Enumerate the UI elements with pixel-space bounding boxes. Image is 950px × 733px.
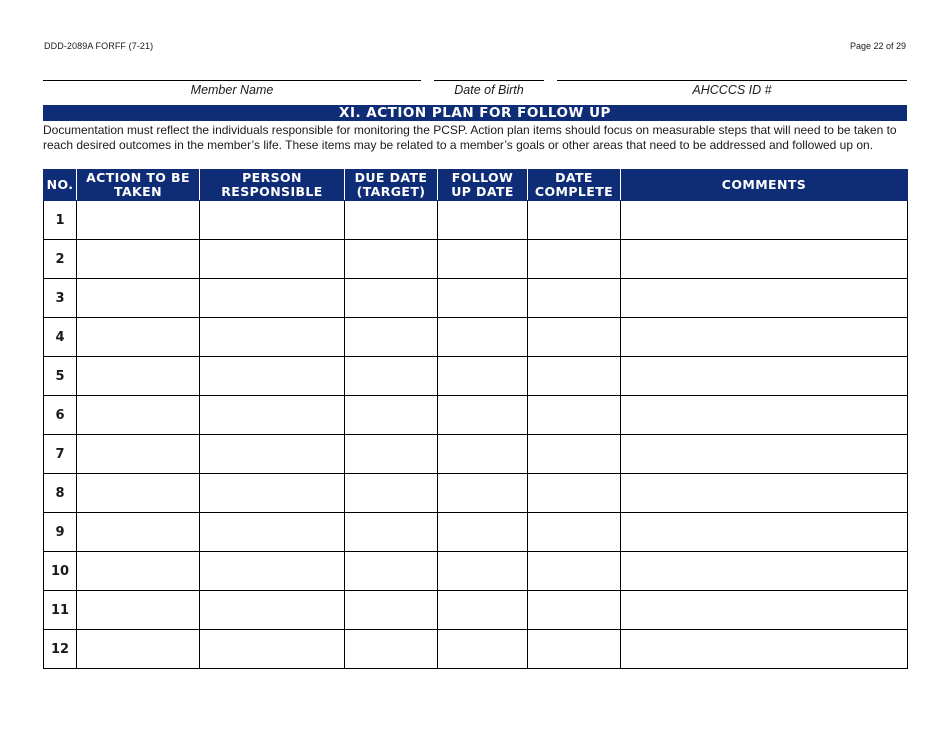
header-date-complete: DATE COMPLETE: [528, 170, 621, 201]
follow-up-date-cell[interactable]: [438, 279, 528, 318]
action-cell[interactable]: [77, 513, 200, 552]
table-row: [44, 552, 908, 591]
due-date-cell[interactable]: [345, 513, 438, 552]
follow-up-date-cell[interactable]: [438, 240, 528, 279]
date-complete-cell[interactable]: [528, 513, 621, 552]
header-follow-up-date: FOLLOW UP DATE: [438, 170, 528, 201]
table-row: [44, 591, 908, 630]
date-complete-cell[interactable]: [528, 396, 621, 435]
comments-cell[interactable]: [621, 357, 908, 396]
row-number: 12: [44, 630, 77, 669]
header-comments: COMMENTS: [621, 170, 908, 201]
comments-cell[interactable]: [621, 552, 908, 591]
person-responsible-cell[interactable]: [200, 396, 345, 435]
action-cell[interactable]: [77, 435, 200, 474]
person-responsible-cell[interactable]: [200, 240, 345, 279]
due-date-cell[interactable]: [345, 474, 438, 513]
date-complete-cell[interactable]: [528, 240, 621, 279]
person-responsible-cell[interactable]: [200, 201, 345, 240]
member-name-field[interactable]: [43, 80, 421, 101]
due-date-cell[interactable]: [345, 240, 438, 279]
action-plan-table: [43, 169, 908, 669]
row-number: 8: [44, 474, 77, 513]
date-of-birth-label: Date of Birth: [454, 83, 524, 97]
section-title: XI. ACTION PLAN FOR FOLLOW UP: [43, 105, 907, 121]
due-date-cell[interactable]: [345, 435, 438, 474]
table-row: [44, 513, 908, 552]
table-row: [44, 357, 908, 396]
comments-cell[interactable]: [621, 240, 908, 279]
comments-cell[interactable]: [621, 591, 908, 630]
comments-cell[interactable]: [621, 435, 908, 474]
follow-up-date-cell[interactable]: [438, 357, 528, 396]
member-identification-fields: [43, 80, 907, 102]
section-instructions: Documentation must reflect the individuals responsible for monitoring the PCSP. Action plan items should focus on measurable steps that will need to be taken to reach desired outcomes in the member’s life. These items may be related to a member’s goals or other areas that need to be addressed and followed up on.: [43, 123, 897, 152]
date-complete-cell[interactable]: [528, 201, 621, 240]
row-number: 4: [44, 318, 77, 357]
comments-cell[interactable]: [621, 396, 908, 435]
ahcccs-id-field[interactable]: [557, 80, 907, 101]
action-cell[interactable]: [77, 396, 200, 435]
person-responsible-cell[interactable]: [200, 630, 345, 669]
row-number: 6: [44, 396, 77, 435]
action-cell[interactable]: [77, 279, 200, 318]
due-date-cell[interactable]: [345, 318, 438, 357]
comments-cell[interactable]: [621, 630, 908, 669]
due-date-cell[interactable]: [345, 357, 438, 396]
follow-up-date-cell[interactable]: [438, 201, 528, 240]
action-cell[interactable]: [77, 591, 200, 630]
comments-cell[interactable]: [621, 201, 908, 240]
table-header-row: [44, 170, 908, 201]
date-complete-cell[interactable]: [528, 591, 621, 630]
follow-up-date-cell[interactable]: [438, 552, 528, 591]
action-cell[interactable]: [77, 630, 200, 669]
date-complete-cell[interactable]: [528, 357, 621, 396]
form-code: DDD-2089A FORFF (7-21): [44, 41, 154, 51]
date-complete-cell[interactable]: [528, 435, 621, 474]
comments-cell[interactable]: [621, 279, 908, 318]
comments-cell[interactable]: [621, 474, 908, 513]
due-date-cell[interactable]: [345, 396, 438, 435]
date-complete-cell[interactable]: [528, 474, 621, 513]
due-date-cell[interactable]: [345, 630, 438, 669]
table-row: [44, 630, 908, 669]
person-responsible-cell[interactable]: [200, 357, 345, 396]
follow-up-date-cell[interactable]: [438, 435, 528, 474]
row-number: 5: [44, 357, 77, 396]
person-responsible-cell[interactable]: [200, 513, 345, 552]
follow-up-date-cell[interactable]: [438, 396, 528, 435]
row-number: 11: [44, 591, 77, 630]
table-row: [44, 279, 908, 318]
header-no: NO.: [44, 170, 77, 201]
action-cell[interactable]: [77, 318, 200, 357]
ahcccs-id-label: AHCCCS ID #: [692, 83, 772, 97]
row-number: 10: [44, 552, 77, 591]
table-row: [44, 240, 908, 279]
action-cell[interactable]: [77, 474, 200, 513]
table-row: [44, 474, 908, 513]
due-date-cell[interactable]: [345, 591, 438, 630]
person-responsible-cell[interactable]: [200, 591, 345, 630]
row-number: 7: [44, 435, 77, 474]
date-complete-cell[interactable]: [528, 630, 621, 669]
table-row: [44, 201, 908, 240]
person-responsible-cell[interactable]: [200, 474, 345, 513]
date-complete-cell[interactable]: [528, 318, 621, 357]
comments-cell[interactable]: [621, 513, 908, 552]
follow-up-date-cell[interactable]: [438, 630, 528, 669]
person-responsible-cell[interactable]: [200, 552, 345, 591]
header-person-responsible: PERSON RESPONSIBLE: [200, 170, 345, 201]
row-number: 2: [44, 240, 77, 279]
date-of-birth-field[interactable]: [434, 80, 544, 101]
header-due-date: DUE DATE (TARGET): [345, 170, 438, 201]
table-row: [44, 396, 908, 435]
follow-up-date-cell[interactable]: [438, 474, 528, 513]
person-responsible-cell[interactable]: [200, 435, 345, 474]
row-number: 3: [44, 279, 77, 318]
table-row: [44, 318, 908, 357]
due-date-cell[interactable]: [345, 552, 438, 591]
action-cell[interactable]: [77, 240, 200, 279]
due-date-cell[interactable]: [345, 279, 438, 318]
person-responsible-cell[interactable]: [200, 318, 345, 357]
comments-cell[interactable]: [621, 318, 908, 357]
row-number: 9: [44, 513, 77, 552]
action-cell[interactable]: [77, 201, 200, 240]
person-responsible-cell[interactable]: [200, 279, 345, 318]
member-name-label: Member Name: [190, 83, 274, 97]
row-number: 1: [44, 201, 77, 240]
follow-up-date-cell[interactable]: [438, 591, 528, 630]
page-number: Page 22 of 29: [849, 41, 906, 51]
follow-up-date-cell[interactable]: [438, 318, 528, 357]
date-complete-cell[interactable]: [528, 279, 621, 318]
date-complete-cell[interactable]: [528, 552, 621, 591]
due-date-cell[interactable]: [345, 201, 438, 240]
follow-up-date-cell[interactable]: [438, 513, 528, 552]
table-row: [44, 435, 908, 474]
header-action-to-be-taken: ACTION TO BE TAKEN: [77, 170, 200, 201]
action-cell[interactable]: [77, 357, 200, 396]
action-cell[interactable]: [77, 552, 200, 591]
